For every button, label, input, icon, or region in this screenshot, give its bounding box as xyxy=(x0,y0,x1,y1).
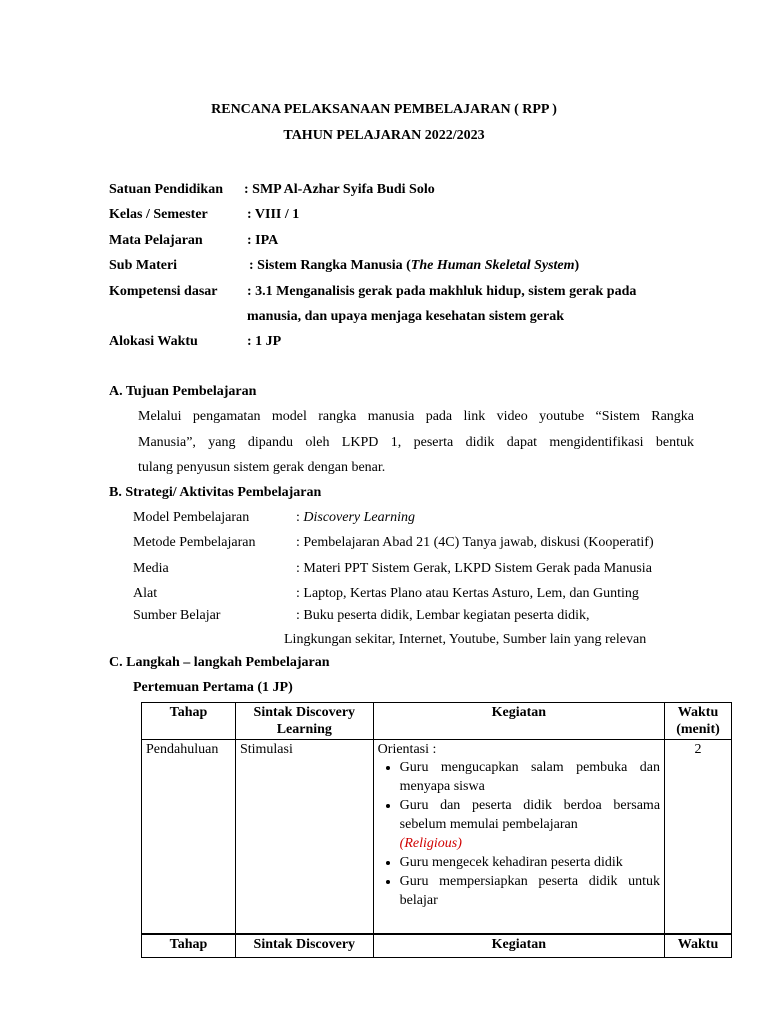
section-a-paragraph-line: Melalui pengamatan model rangka manusia pada link video youtube “Sistem Rangka xyxy=(138,409,694,424)
strategy-value xyxy=(296,510,415,526)
strategy-value: : Pembelajaran Abad 21 (4C) Tanya jawab, diskusi (Kooperatif) xyxy=(296,535,654,550)
header-sintak xyxy=(235,703,373,740)
strategy-value: : Laptop, Kertas Plano atau Kertas Asturo, Lem, dan Gunting xyxy=(296,586,639,601)
cell-tahap: Pendahuluan xyxy=(142,740,236,934)
academic-year: TAHUN PELAJARAN 2022/2023 xyxy=(283,128,485,143)
strategy-label: Model Pembelajaran xyxy=(133,510,250,525)
header-sintak: Sintak Discovery xyxy=(235,934,373,958)
section-a-paragraph-line: Manusia”, yang dipandu oleh LKPD 1, peserta didik dapat mengidentifikasi bentuk xyxy=(138,435,694,450)
header-kegiatan: Kegiatan xyxy=(373,703,664,740)
strategy-value-prefix: : xyxy=(296,510,304,525)
sub-materi-prefix: : Sistem Rangka Manusia ( xyxy=(249,258,411,273)
section-a-paragraph-line: tulang penyusun sistem gerak dengan benar. xyxy=(138,460,386,475)
identity-value: : 1 JP xyxy=(247,334,282,349)
lesson-steps-table xyxy=(141,702,732,958)
meeting-subheading: Pertemuan Pertama (1 JP) xyxy=(133,680,293,695)
identity-value: : VIII / 1 xyxy=(247,207,300,222)
identity-label: Mata Pelajaran xyxy=(109,233,203,248)
cell-kegiatan xyxy=(373,740,664,934)
identity-value: : SMP Al-Azhar Syifa Budi Solo xyxy=(244,182,435,197)
section-c-heading: C. Langkah – langkah Pembelajaran xyxy=(109,655,330,670)
identity-value: : IPA xyxy=(247,233,279,248)
list-item: • Guru mengucapkan salam pembuka dan menyapa siswa xyxy=(400,758,660,796)
list-item: • Guru mengecek kehadiran peserta didik xyxy=(400,853,660,872)
strategy-value: : Buku peserta didik, Lembar kegiatan peserta didik, xyxy=(296,608,590,623)
strategy-label: Alat xyxy=(133,586,158,601)
header-waktu xyxy=(665,703,732,740)
table-row xyxy=(142,740,732,934)
header-sintak-line1: Sintak Discovery xyxy=(253,705,356,720)
page-title: RENCANA PELAKSANAAN PEMBELAJARAN ( RPP ) xyxy=(211,102,557,117)
header-tahap: Tahap xyxy=(142,703,236,740)
identity-label: Satuan Pendidikan xyxy=(109,182,223,197)
religious-tag: (Religious) xyxy=(399,836,462,851)
header-kegiatan: Kegiatan xyxy=(373,934,664,958)
kegiatan-title: Orientasi : xyxy=(377,742,437,757)
header-sintak-line2: Learning xyxy=(276,722,332,737)
header-waktu: Waktu xyxy=(665,934,732,958)
header-tahap: Tahap xyxy=(142,934,236,958)
identity-value: : 3.1 Menganalisis gerak pada makhluk hidup, sistem gerak pada xyxy=(247,284,637,299)
sub-materi-english: The Human Skeletal System xyxy=(410,258,575,273)
strategy-value: : Materi PPT Sistem Gerak, LKPD Sistem Gerak pada Manusia xyxy=(296,561,652,576)
header-waktu-line2: (menit) xyxy=(676,722,720,737)
section-a-heading: A. Tujuan Pembelajaran xyxy=(109,384,257,399)
section-b-heading: B. Strategi/ Aktivitas Pembelajaran xyxy=(109,485,322,500)
identity-label: Kelas / Semester xyxy=(109,207,208,222)
table-header-row-repeat xyxy=(142,934,732,958)
strategy-label: Metode Pembelajaran xyxy=(133,535,256,550)
strategy-label: Media xyxy=(133,561,169,576)
identity-value-line2: manusia, dan upaya menjaga kesehatan sistem gerak xyxy=(247,309,564,324)
list-item xyxy=(400,796,660,853)
list-item-text: Guru dan peserta didik berdoa bersama sebelum memulai pembelajaran xyxy=(399,798,661,832)
header-waktu-line1: Waktu xyxy=(677,705,719,720)
cell-sintak: Stimulasi xyxy=(235,740,373,934)
strategy-value-italic: Discovery Learning xyxy=(303,510,415,525)
identity-value-sub-materi xyxy=(249,258,579,274)
list-item: • Guru mempersiapkan peserta didik untuk belajar xyxy=(400,872,660,910)
cell-waktu: 2 xyxy=(665,740,732,934)
table-header-row xyxy=(142,703,732,740)
sub-materi-suffix: ) xyxy=(574,258,580,273)
kegiatan-list xyxy=(378,758,660,910)
strategy-value-line2: Lingkungan sekitar, Internet, Youtube, Sumber lain yang relevan xyxy=(284,632,647,647)
strategy-label: Sumber Belajar xyxy=(133,608,221,623)
identity-label: Kompetensi dasar xyxy=(109,284,218,299)
identity-label: Sub Materi xyxy=(109,258,178,273)
identity-label: Alokasi Waktu xyxy=(109,334,198,349)
